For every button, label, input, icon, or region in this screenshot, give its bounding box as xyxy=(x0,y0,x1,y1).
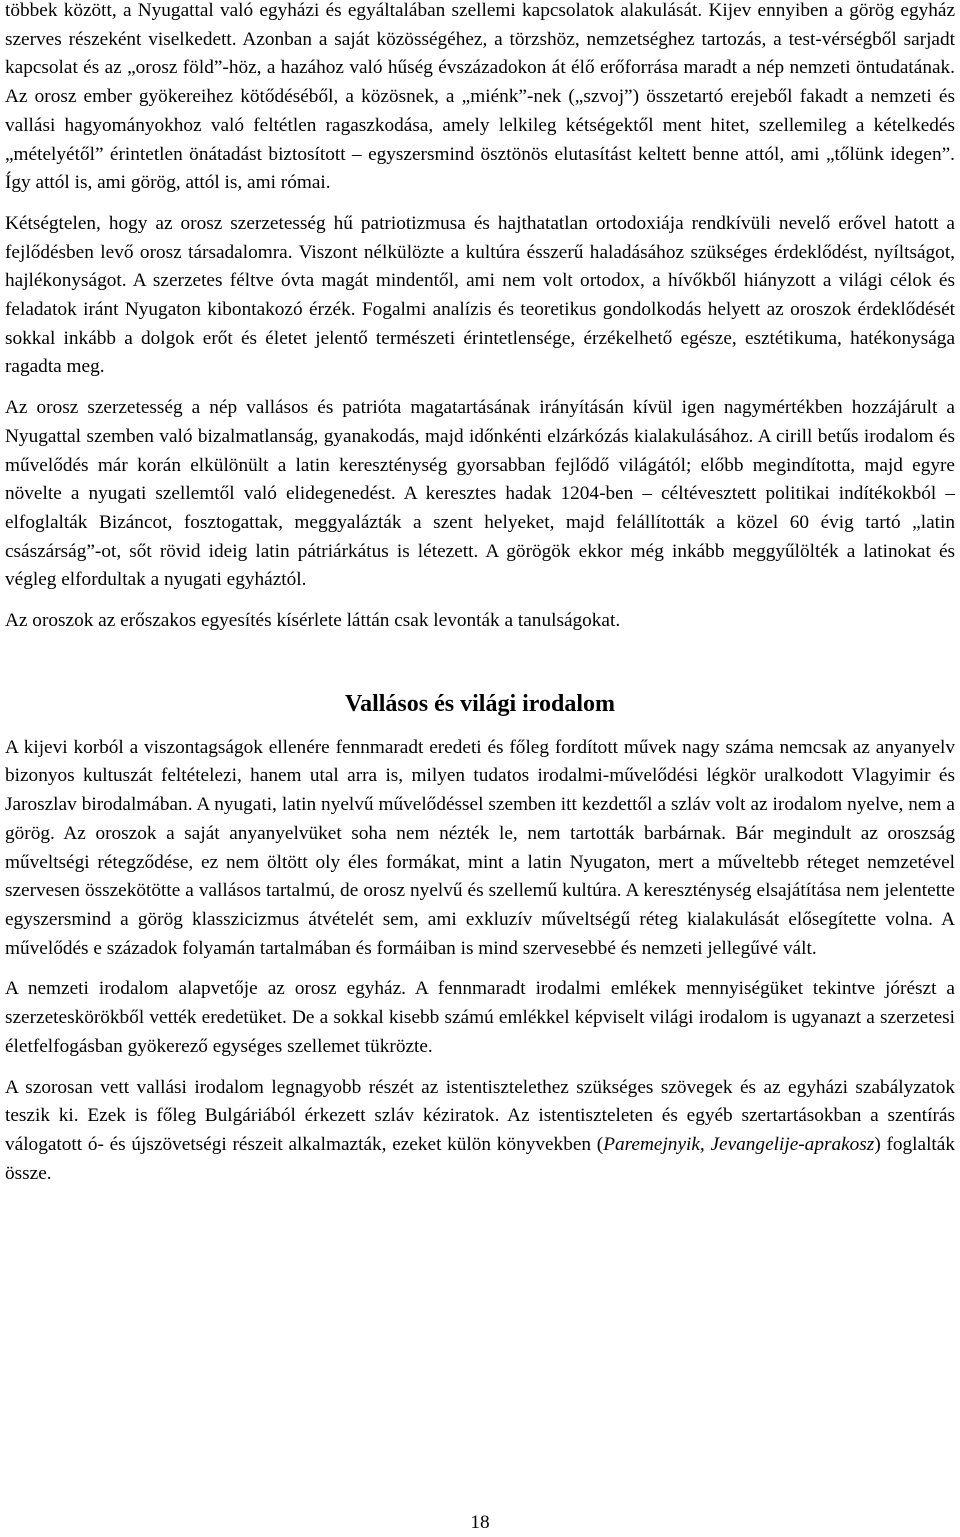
section-heading: Vallásos és világi irodalom xyxy=(344,690,616,717)
page-number: 18 xyxy=(470,1512,490,1533)
paragraph-3: Az orosz szerzetesség a nép vallásos és patrióta magatartásának irányításán kívül igen nagymértékben hozzájárult a Nyugattal szemben való bizalmatlanság, gyanakodás, majd időnkénti elzárkózás kialakulásához. A cirill betűs irodalom és művelődés már korán elkülönült a latin kereszténység gyorsabban fejlődő világától; előbb megindította, majd egyre növelte a nyugati szellemtől való elidegenedést. A keresztes hadak 1204-ben – céltévesztett politikai indítékokból – elfoglalták Bizáncot, fosztogattak, meggyalázták a szent helyeket, majd felállították a közel 60 évig tartó „latin császárság”-ot, sőt rövid ideig latin pátriárkátus is létezett. A görögök ekkor még inkább meggyűlölték a latinokat és végleg elfordultak a nyugati egyháztól. xyxy=(5,397,955,591)
paragraph-text-end: ) foglalták össze. xyxy=(5,1133,955,1184)
paragraph-1: többek között, a Nyugattal való egyházi és egyáltalában szellemi kapcsolatok alakulását. Kijev ennyiben a görög egyház szerves részeként viselkedett. Azonban a saját közösségéhez, a törzshöz, nemzetséghez tartozás, a test-vérségből sarjadt kapcsolat és az „orosz föld”-höz, a hazához való hűség évszázadokon át élő erőforrása maradt a nép nemzeti öntudatának. Az orosz ember gyökereihez kötődéséből, a közösnek, a „miénk”-nek („szvoj”) összetartó erejeből fakadt a nemzeti és vallási hagyományokhoz való feltétlen ragaszkodása, amely lelkileg kétségektől ment hitet, szellemileg a kételkedés „mételyétől” érintetlen önátadást biztosított – egyszersmind ösztönös elutasítást keltett benne attól, ami „tőlünk idegen”. Így attól is, ami görög, attól is, ami római. xyxy=(5,0,955,194)
document-page xyxy=(5,0,955,1188)
section-paragraph-1: A kijevi korból a viszontagságok ellenére fennmaradt eredeti és főleg fordított művek nagy száma nemcsak az anyanyelv bizonyos kultuszát feltételezi, hanem utal arra is, milyen tudatos irodalmi-művelődési légkör uralkodott Vlagyimir és Jaroszlav birodalmában. A nyugati, latin nyelvű művelődéssel szemben itt kezdettől a szláv volt az irodalom nyelve, nem a görög. Az oroszok a saját anyanyelvüket soha nem nézték le, nem tartották barbárnak. Bár megindult az oroszság műveltségi rétegződése, ez nem öltött oly éles formákat, mint a latin Nyugaton, mert a műveltebb réteget nemzetével szervesen összekötötte a vallásos tartalmú, de orosz nyelvű és szellemű kultúra. A kereszténység elsajátítása nem jelentette egyszersmind a görög klasszicizmus átvételét sem, ami exkluzív műveltségű réteg kialakulását elősegítette volna. A művelődés e századok folyamán tartalmában és formáiban is mind szervesebbé és nemzeti jellegűvé vált. xyxy=(5,736,955,959)
paragraph-2: Kétségtelen, hogy az orosz szerzetesség hű patriotizmusa és hajthatatlan ortodoxiája rendkívüli nevelő erővel hatott a fejlődésben levő orosz társadalomra. Viszont nélkülözte a kultúra ésszerű haladásához szükséges érdeklődést, nyíltságot, hajlékonyságot. A szerzetes féltve óvta magát mindentől, ami nem volt ortodox, a hívőkből hiányzott a világi célok és feladatok iránt Nyugaton kibontakozó érzék. Fogalmi analízis és teoretikus gondolkodás helyett az oroszok érdeklődését sokkal inkább a dolgok erőt és életet jelentő természeti érintetlensége, érzékelhető egésze, esztétikuma, hatékonysága ragadta meg. xyxy=(5,212,955,378)
section-paragraph-3 xyxy=(5,1074,955,1189)
book-titles-italic: Paremejnyik, Jevangelije-aprakosz xyxy=(603,1133,875,1155)
section-paragraph-2: A nemzeti irodalom alapvetője az orosz egyház. A fennmaradt irodalmi emlékek mennyiségüket tekintve jórészt a szerzeteskörökből vették eredetüket. De a sokkal kisebb számú emlékkel képviselt világi irodalom is ugyanazt a szerzetesi életfelfogásban gyökerező egységes szellemet tükrözte. xyxy=(5,978,955,1057)
paragraph-4: Az oroszok az erőszakos egyesítés kísérlete láttán csak levonták a tanulságokat. xyxy=(5,610,621,632)
paragraph-text-start: A szorosan vett vallási irodalom legnagyobb részét az istentisztelethez szükséges szövegek és az egyházi szabályzatok teszik ki. Ezek is főleg Bulgáriából érkezett szláv kéziratok. Az istentiszteleten és egyéb szertartásokban a szentírás válogatott ó- és újszövetségi részeit alkalmazták, ezeket külön könyvekben ( xyxy=(5,1076,955,1155)
